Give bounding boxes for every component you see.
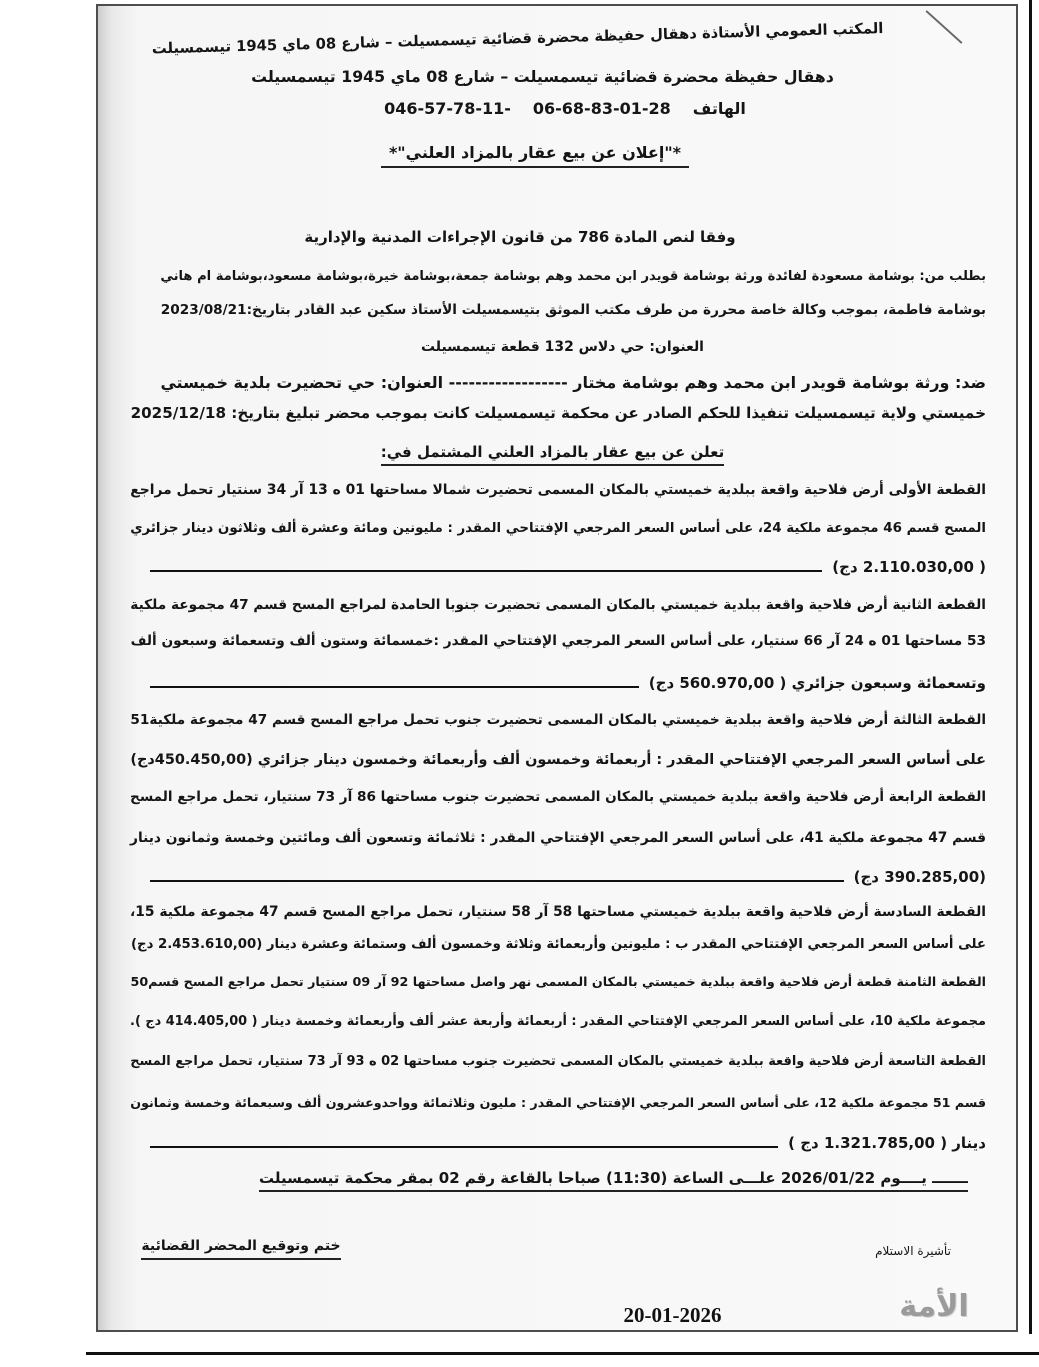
auction-session-text: ـــــــ يــــوم 2026/01/22 علـــى الساعة (11:30) صباحا بالقاعة رقم 02 بمقر محكمة تيسمسيلت bbox=[259, 1166, 968, 1192]
requester-text-1: بطلب من: بوشامة مسعودة لفائدة ورثة بوشامة قويدر ابن محمد وهم بوشامة جمعة،بوشامة خيرة،بوشامة مسعود،بوشامة ام هاني bbox=[160, 269, 986, 284]
lot-4-price-text: (390.285,00 دج) bbox=[853, 868, 986, 886]
defendant-text-1: ضد: ورثة بوشامة قويدر ابن محمد وهم بوشامة مختار ------------------ العنوان: حي تحضيرت بلدية خميستي bbox=[160, 373, 986, 392]
lot-1-line-1 bbox=[128, 475, 986, 505]
lot-4-price-rule bbox=[150, 880, 844, 882]
notice-title-text: *"إعلان عن بيع عقار بالمزاد العلني"* bbox=[381, 140, 689, 168]
lot-2-price bbox=[150, 668, 986, 698]
lot-9-line-1 bbox=[128, 1047, 986, 1077]
lot-9-text-1: القطعة التاسعة أرض فلاحية واقعة ببلدية خميستي بالمكان المسمى تحضيرت جنوب مساحتها 02 ه 93 آر 73 سنتيار، تحمل مراجع المسح bbox=[130, 1054, 986, 1069]
requester-address-text: العنوان: حي دلاس 132 قطعة تيسمسيلت bbox=[421, 339, 704, 355]
lot-2-price-rule bbox=[150, 686, 639, 688]
legal-basis-text: وفقا لنص المادة 786 من قانون الإجراءات المدنية والإدارية bbox=[304, 228, 736, 246]
lot-2-price-text: وتسعمائة وسبعون جزائري ( 560.970,00 دج) bbox=[648, 674, 986, 692]
lot-3-line-1 bbox=[128, 705, 986, 735]
lot-6-text-2: على أساس السعر المرجعي الإفتتاحي المقدر ب : مليونين وأربعمائة وثلاثة وخمسون ألف وستمائة وعشرة دينار (2.453.610,00 دج) bbox=[130, 937, 986, 952]
lot-6-line-2 bbox=[128, 930, 986, 960]
lot-1-price bbox=[150, 552, 986, 582]
lot-1-price-text: ( 2.110.030,00 دج) bbox=[832, 558, 986, 576]
lot-8-line-1 bbox=[128, 967, 986, 997]
office-name-line bbox=[250, 60, 835, 94]
lot-4-text-1: القطعة الرابعة أرض فلاحية واقعة ببلدية خميستي بالمكان المسمى تحضيرت جنوب مساحتها 86 آر 73 سنتيار، تحمل مراجع المسح bbox=[130, 789, 986, 805]
lot-1-text-2: المسح قسم 46 مجموعة ملكية 24، على أساس السعر المرجعي الإفتتاحي المقدر : مليونين ومائة وعشرة ألف وثلاثون دينار جزائري bbox=[130, 521, 986, 536]
lot-9-price-text: دينار ( 1.321.785,00 دج ) bbox=[788, 1134, 986, 1152]
defendant-line-1 bbox=[158, 368, 986, 398]
requester-text-2: بوشامة فاطمة، بموجب وكالة خاصة محررة من طرف مكتب الموثق بتيسمسيلت الأستاذ سكين عبد القادر بتاريخ:2023/08/21 bbox=[160, 302, 986, 318]
lot-3-line-2 bbox=[128, 745, 986, 775]
legal-basis-line bbox=[300, 222, 740, 252]
lot-3-text-1: القطعة الثالثة أرض فلاحية واقعة ببلدية خميستي بالمكان المسمى تحضيرت جنوب تحمل مراجع المسح قسم 47 مجموعة ملكية51 bbox=[130, 712, 986, 728]
lot-1-line-2 bbox=[128, 514, 986, 544]
lot-4-line-1 bbox=[128, 782, 986, 812]
publication-date: 20-01-2026 bbox=[623, 1303, 722, 1327]
receipt-visa-text: تأشيرة الاستلام bbox=[875, 1244, 951, 1258]
requester-line-1 bbox=[158, 262, 986, 292]
lot-9-price-rule bbox=[150, 1146, 778, 1148]
lot-2-text-1: القطعة الثانية أرض فلاحية واقعة ببلدية خميستي بالمكان المسمى تحضيرت جنوبا الحامدة لمراجع المسح قسم 47 مجموعة ملكية bbox=[130, 597, 986, 613]
scan-edge-bottom bbox=[86, 1352, 1039, 1355]
lot-6-text-1: القطعة السادسة أرض فلاحية واقعة ببلدية خميستي مساحتها 58 آر 58 سنتيار، تحمل مراجع المسح قسم 47 مجموعة ملكية 15، bbox=[130, 904, 986, 920]
lot-2-line-2 bbox=[128, 626, 986, 656]
phone-number-2: 046-57-78-11- bbox=[384, 99, 511, 118]
lot-1-text-1: القطعة الأولى أرض فلاحية واقعة ببلدية خميستي بالمكان المسمى تحضيرت شمالا مساحتها 01 ه 13 آر 34 سنتيار تحمل مراجع bbox=[130, 482, 986, 498]
announcement-heading bbox=[375, 437, 730, 467]
lot-8-line-2 bbox=[128, 1007, 986, 1037]
lot-8-text-1: القطعة الثامنة قطعة أرض فلاحية واقعة ببلدية خميستي بالمكان المسمى نهر واصل مساحتها 92 آر 09 سنتيار تحمل مراجع المسح قسم50 bbox=[130, 974, 986, 989]
defendant-line-2 bbox=[128, 398, 986, 428]
phone-label: الهاتف bbox=[692, 99, 746, 118]
lot-1-price-rule bbox=[150, 570, 822, 572]
scan-edge-right bbox=[1029, 0, 1032, 1334]
lot-8-text-2: مجموعة ملكية 10، على أساس السعر المرجعي الإفتتاحي المقدر : أربعمائة وأربعة عشر ألف وأربعمائة وخمسة دينار ( 414.405,00 دج ). bbox=[130, 1014, 986, 1029]
lot-9-price bbox=[150, 1128, 986, 1158]
phone-number-1: 06-68-83-01-28 bbox=[532, 99, 671, 118]
defendant-text-2: خميستي ولاية تيسمسيلت تنفيذا للحكم الصادر عن محكمة تيسمسيلت كانت بموجب محضر تبليغ بتاريخ: 2025/12/18 bbox=[130, 404, 986, 422]
newspaper-logo: الأمة bbox=[899, 1289, 969, 1324]
phone-line bbox=[360, 94, 770, 124]
lot-4-line-2 bbox=[128, 823, 986, 853]
announcement-heading-text: تعلن عن بيع عقار بالمزاد العلني المشتمل في: bbox=[381, 440, 724, 466]
office-header-text: المكتب العمومي الأستاذة دهقال حفيظة محضرة قضائية تيسمسيلت – شارع 08 ماي 1945 تيسمسيلت bbox=[151, 20, 884, 58]
lot-2-text-2: 53 مساحتها 01 ه 24 آر 66 سنتيار، على أساس السعر المرجعي الإفتتاحي المقدر :خمسمائة وستون ألف وتسعمائة وسبعون ألف bbox=[130, 633, 986, 649]
seal-signature-label bbox=[136, 1230, 346, 1260]
lot-9-line-2 bbox=[128, 1088, 986, 1118]
lot-4-text-2: قسم 47 مجموعة ملكية 41، على أساس السعر المرجعي الإفتتاحي المقدر : ثلاثمائة وتسعون ألف ومائتين وخمسة وثمانون دينار bbox=[130, 830, 986, 846]
lot-6-line-1 bbox=[128, 897, 986, 927]
lot-2-line-1 bbox=[128, 590, 986, 620]
requester-line-2 bbox=[158, 295, 986, 325]
office-name-text: دهقال حفيظة محضرة قضائية تيسمسيلت – شارع 08 ماي 1945 تيسمسيلت bbox=[251, 67, 834, 86]
seal-signature-text: ختم وتوقيع المحضر القضائية bbox=[141, 1234, 340, 1260]
notice-title bbox=[350, 136, 720, 170]
lot-3-text-2: على أساس السعر المرجعي الإفتتاحي المقدر : أربعمائة وخمسون ألف وأربعمائة وخمسون دينار جزائري (450.450,00دج) bbox=[130, 752, 986, 768]
receipt-visa-label bbox=[858, 1236, 968, 1266]
lot-4-price bbox=[150, 862, 986, 892]
requester-address bbox=[420, 332, 705, 362]
auction-session-line bbox=[122, 1163, 968, 1193]
lot-9-text-2: قسم 51 مجموعة ملكية 12، على أساس السعر المرجعي الإفتتاحي المقدر : مليون وثلاثمائة وواحدوعشرون ألف وسبعمائة وخمسة وثمانون bbox=[130, 1095, 986, 1110]
